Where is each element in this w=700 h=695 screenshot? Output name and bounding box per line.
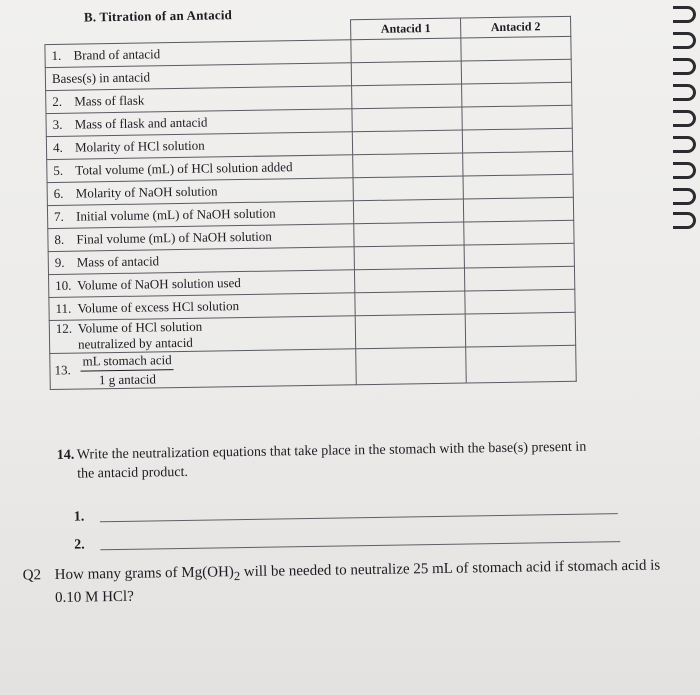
antacid-2-cell[interactable] <box>464 243 574 268</box>
row-number: 13. <box>54 362 70 377</box>
row-text: Bases(s) in antacid <box>52 69 150 86</box>
row-label <box>50 349 357 390</box>
section-title: B. Titration of an Antacid <box>84 7 232 25</box>
row-number: 9. <box>55 255 77 271</box>
antacid-2-cell[interactable] <box>466 345 577 383</box>
row-text: Total volume (mL) of HCl solution added <box>75 159 292 177</box>
antacid-2-cell[interactable] <box>465 289 575 314</box>
antacid-1-cell[interactable] <box>353 176 463 201</box>
row-text: Mass of antacid <box>77 253 160 269</box>
row-number: 2. <box>52 94 74 110</box>
antacid-2-cell[interactable] <box>465 312 576 347</box>
row-text: Final volume (mL) of NaOH solution <box>76 229 272 247</box>
row-text: Brand of antacid <box>73 46 160 62</box>
antacid-1-cell[interactable] <box>354 222 464 247</box>
row-number: 12. <box>56 321 78 337</box>
antacid-1-cell[interactable] <box>353 199 463 224</box>
row-number: 10. <box>55 278 77 294</box>
answer-1-line[interactable] <box>100 513 618 522</box>
answer-2-line[interactable] <box>100 541 620 550</box>
antacid-1-cell[interactable] <box>353 153 463 178</box>
question-14-text: Write the neutralization equations that take place in the stomach with the base(s) present in the antacid product. <box>57 437 598 483</box>
question-2-subscript: 2 <box>234 569 240 583</box>
row-number: 4. <box>53 140 75 156</box>
antacid-1-cell[interactable] <box>354 268 464 293</box>
antacid-2-cell[interactable] <box>463 151 573 176</box>
row-text: Volume of NaOH solution used <box>77 275 241 293</box>
question-14-number: 14. <box>57 446 75 465</box>
antacid-1-cell[interactable] <box>352 84 462 109</box>
header-antacid-1: Antacid 1 <box>351 18 461 40</box>
row-text: Initial volume (mL) of NaOH solution <box>76 205 276 223</box>
row-number: 5. <box>53 163 75 179</box>
answer-2-number: 2. <box>74 538 85 554</box>
row-text: Mass of flask <box>74 93 144 109</box>
row-number: 1. <box>51 48 73 64</box>
question-2 <box>23 556 664 608</box>
antacid-1-cell[interactable] <box>352 107 462 132</box>
header-antacid-2: Antacid 2 <box>461 16 571 38</box>
row-label <box>49 316 355 354</box>
answer-1-number: 1. <box>74 510 85 526</box>
fraction-numerator: mL stomach acid <box>80 352 173 371</box>
antacid-1-cell[interactable] <box>354 245 464 270</box>
row-number: 7. <box>54 209 76 225</box>
row-number: 8. <box>54 232 76 248</box>
antacid-2-cell[interactable] <box>462 105 572 130</box>
antacid-2-cell[interactable] <box>461 59 571 84</box>
antacid-2-cell[interactable] <box>464 220 574 245</box>
row-text: Volume of excess HCl solution <box>77 298 239 316</box>
row-text: Molarity of NaOH solution <box>76 183 218 200</box>
row-number: 6. <box>54 186 76 202</box>
antacid-1-cell[interactable] <box>351 38 461 63</box>
antacid-2-cell[interactable] <box>464 266 574 291</box>
antacid-1-cell[interactable] <box>356 347 467 385</box>
row-number: 11. <box>55 301 77 317</box>
row-text: Mass of flask and antacid <box>75 115 208 132</box>
antacid-2-cell[interactable] <box>462 128 572 153</box>
fraction-denominator: 1 g antacid <box>81 370 174 388</box>
ratio-fraction <box>80 352 174 388</box>
antacid-2-cell[interactable] <box>463 174 573 199</box>
row-text-continued: neutralized by antacid <box>78 335 193 352</box>
antacid-1-cell[interactable] <box>355 314 466 349</box>
row-number: 3. <box>53 117 75 133</box>
question-14 <box>57 437 598 483</box>
titration-data-table <box>44 16 577 390</box>
antacid-1-cell[interactable] <box>355 291 465 316</box>
question-2-text <box>23 556 664 608</box>
antacid-2-cell[interactable] <box>461 36 571 61</box>
antacid-2-cell[interactable] <box>463 197 573 222</box>
antacid-1-cell[interactable] <box>352 130 462 155</box>
row-text: Molarity of HCl solution <box>75 138 205 155</box>
question-2-text-part: How many grams of Mg(OH) <box>55 564 234 583</box>
table-row <box>50 345 577 389</box>
row-text: Volume of HCl solution <box>78 319 203 336</box>
antacid-1-cell[interactable] <box>351 61 461 86</box>
question-2-text-part: will be needed to neutralize 25 mL of stomach acid if stomach acid is 0.10 M HCl? <box>55 557 660 606</box>
antacid-2-cell[interactable] <box>462 82 572 107</box>
question-2-number: Q2 <box>23 566 42 585</box>
